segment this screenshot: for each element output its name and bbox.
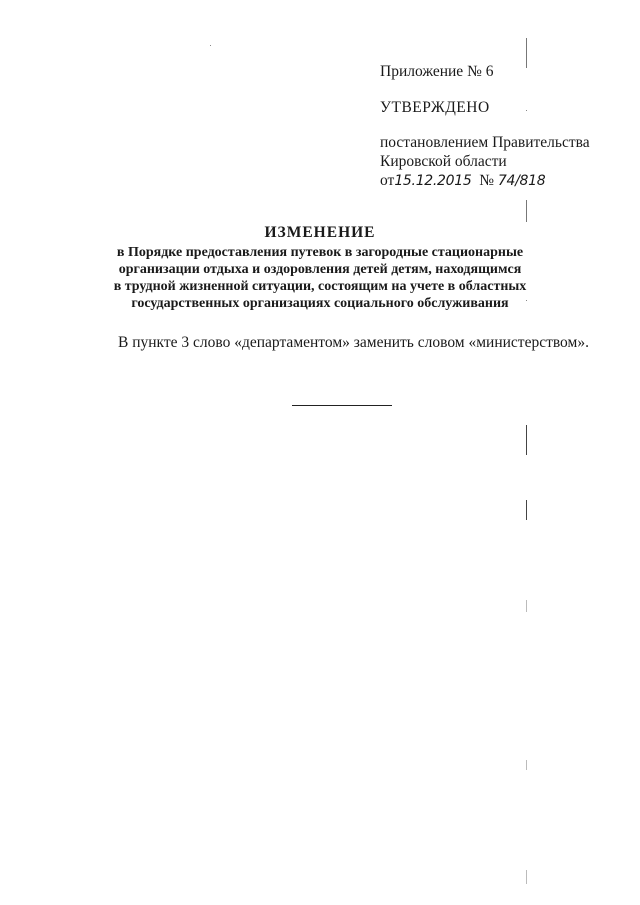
number-prefix: № — [479, 172, 495, 189]
decree-line-2: Кировской области — [380, 153, 507, 170]
scan-edge-mark — [526, 425, 527, 455]
approved-stamp: УТВЕРЖДЕНО — [380, 99, 490, 116]
decree-date: 15.12.2015 — [394, 173, 472, 189]
appendix-label: Приложение № 6 — [380, 63, 494, 80]
decree-line-1: постановлением Правительства — [380, 134, 590, 151]
scan-edge-mark — [526, 870, 527, 884]
closing-rule — [292, 405, 392, 406]
scan-edge-mark — [526, 600, 527, 612]
decree-number: 74/818 — [497, 173, 546, 189]
amendment-paragraph: В пункте 3 слово «департаментом» заменить словом «министерством». — [118, 334, 589, 351]
subtitle-line-3: в трудной жизненной ситуации, состоящим на учете в областных — [113, 279, 527, 294]
document-heading: ИЗМЕНЕНИЕ — [264, 224, 376, 241]
scan-edge-mark — [526, 38, 527, 68]
decree-date-line — [380, 171, 620, 191]
subtitle-line-4: государственных организациях социального обслуживания — [131, 296, 509, 311]
scan-edge-mark — [526, 200, 527, 222]
subtitle-line-2: организации отдыха и оздоровления детей детям, находящимся — [118, 262, 522, 277]
scan-edge-mark — [526, 500, 527, 520]
scan-dot — [526, 110, 527, 111]
scan-dot — [210, 45, 211, 46]
scan-dot — [526, 300, 527, 301]
scan-edge-mark — [526, 760, 527, 770]
approval-block — [380, 62, 620, 191]
subtitle-line-1: в Порядке предоставления путевок в загородные стационарные — [116, 245, 524, 260]
date-prefix: от — [380, 172, 395, 189]
document-title-block — [70, 224, 570, 312]
